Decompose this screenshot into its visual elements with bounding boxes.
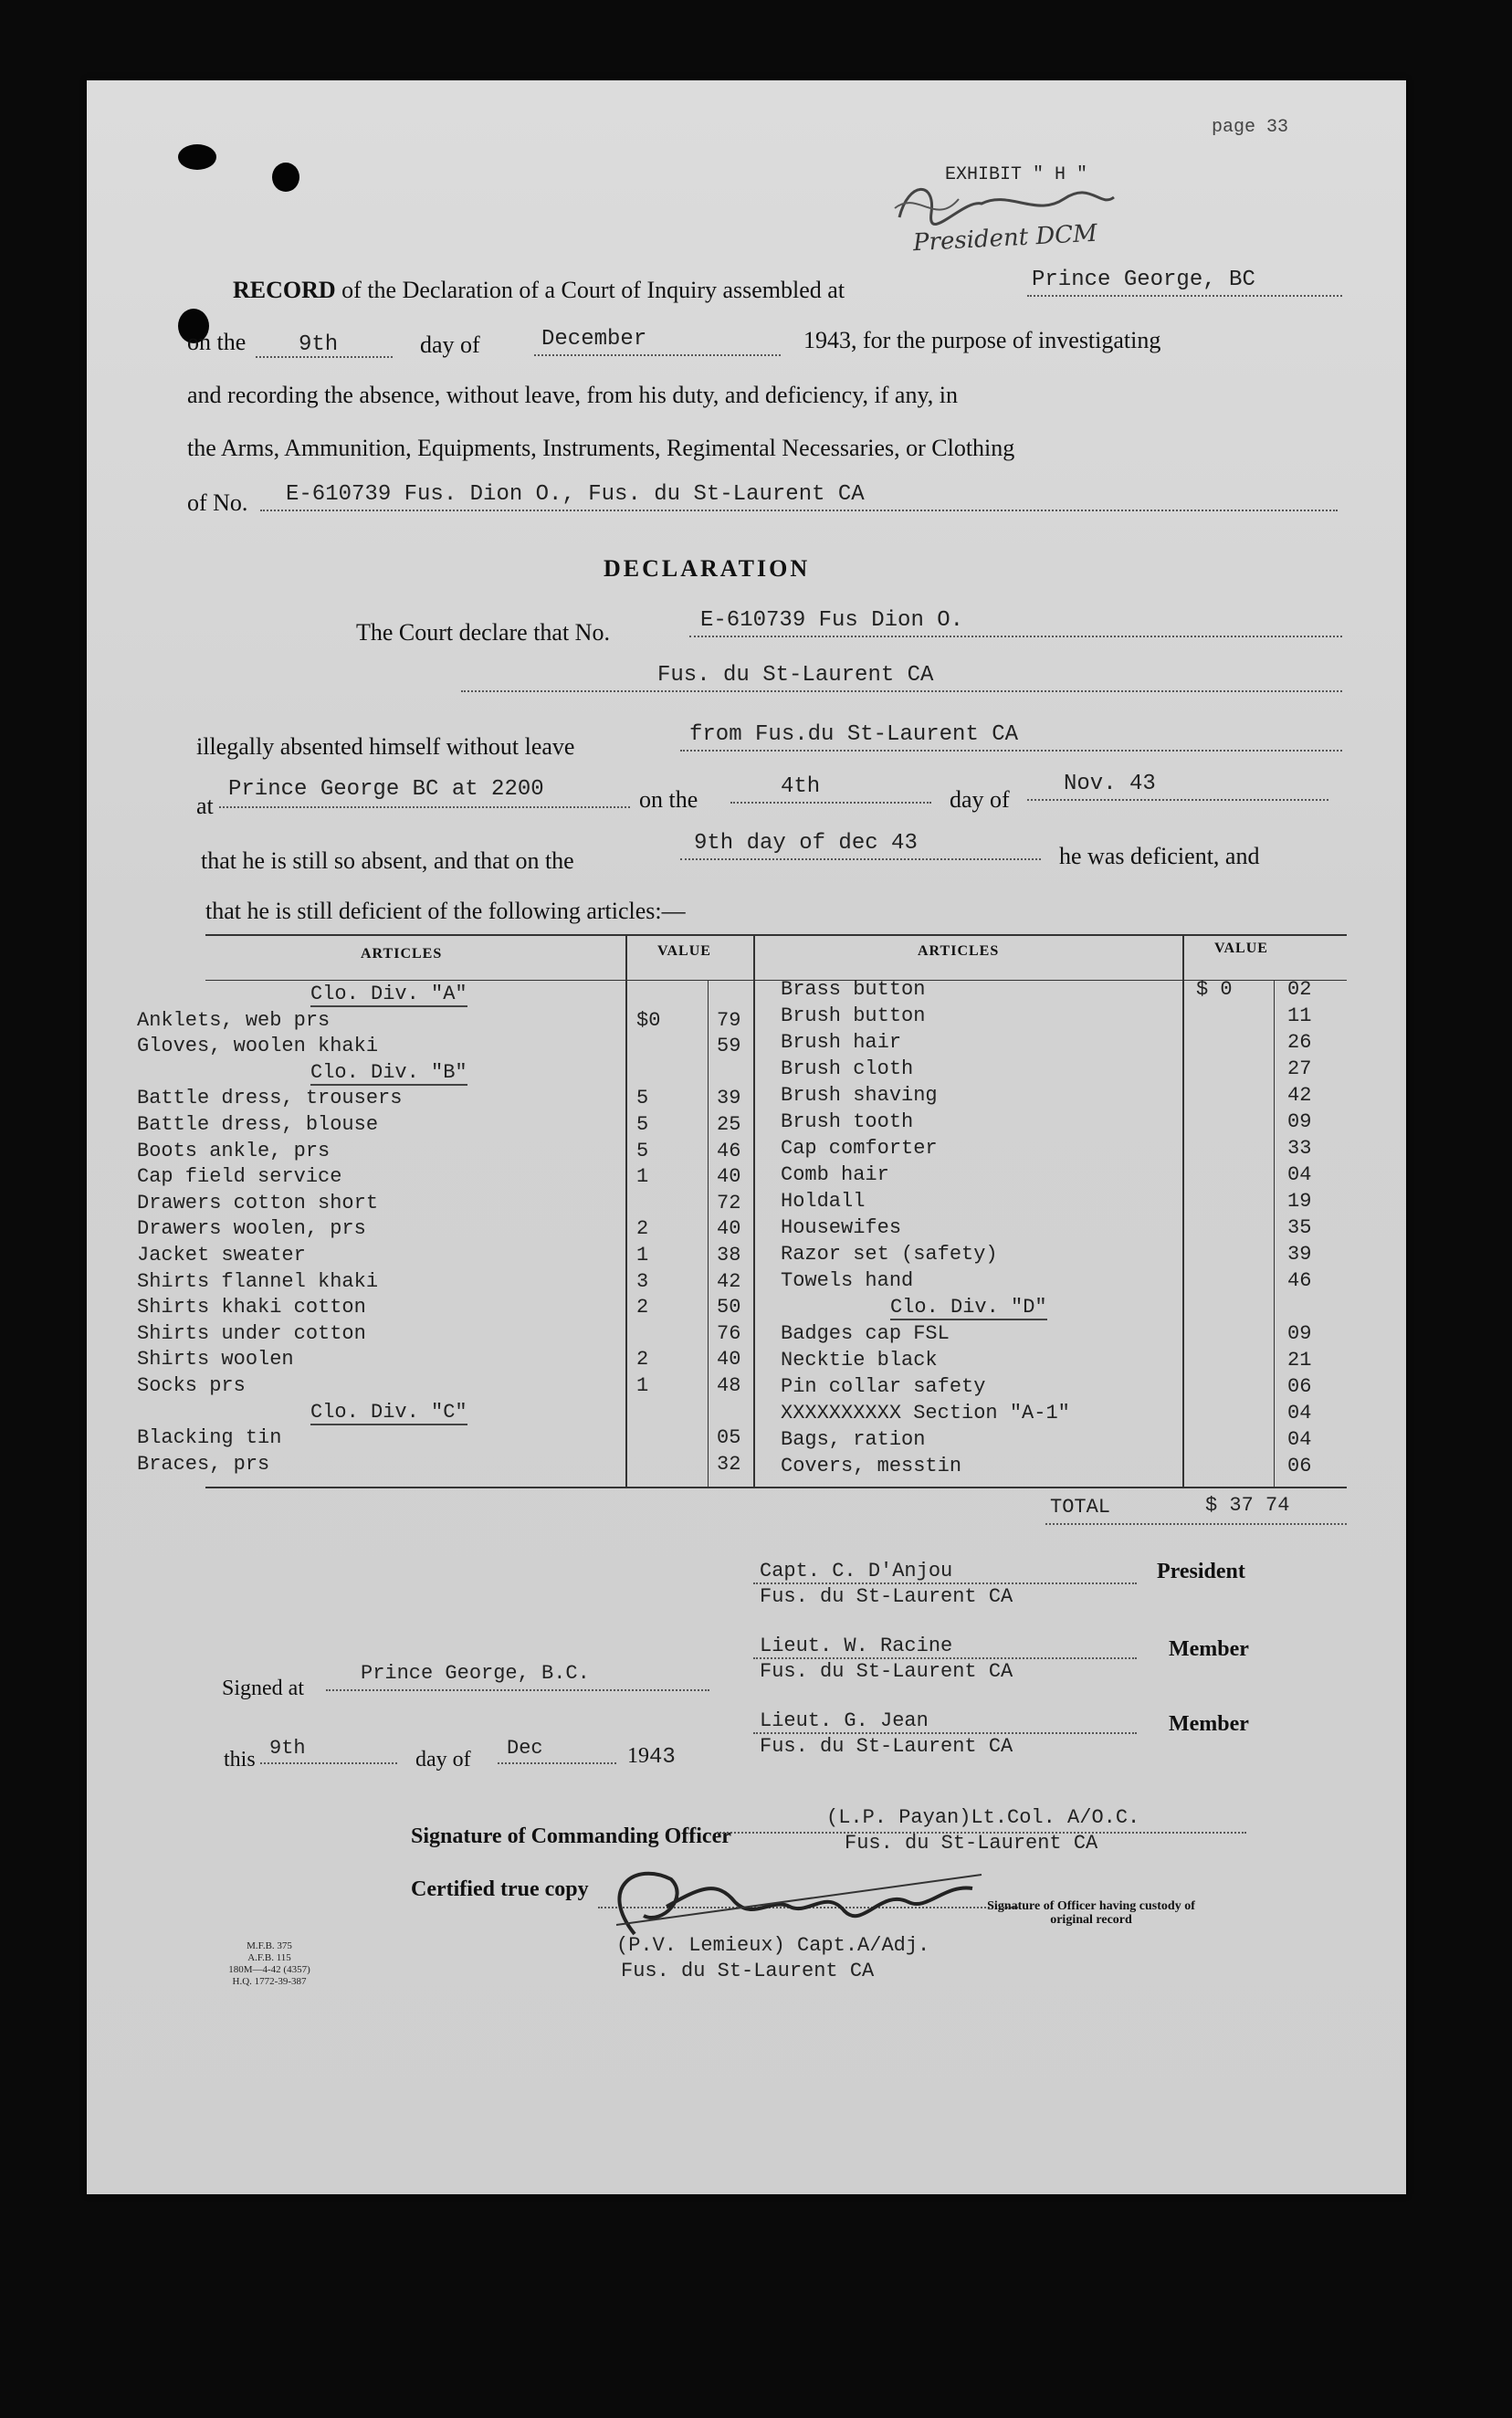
article-cents: 40	[717, 1217, 741, 1241]
article-cents: 27	[1287, 1057, 1312, 1080]
article-name: Necktie black	[781, 1349, 938, 1372]
record-year: 43	[827, 327, 851, 353]
article-dollars: 2	[636, 1348, 649, 1372]
article-cents: 46	[1287, 1269, 1312, 1292]
declaration-no-value: E-610739 Fus Dion O.	[700, 608, 964, 633]
signed-this: this	[224, 1748, 256, 1771]
article-name: Socks prs	[137, 1374, 246, 1397]
left-articles-header: ARTICLES	[361, 946, 443, 962]
article-cents: 19	[1287, 1190, 1312, 1213]
article-name: Comb hair	[781, 1163, 889, 1186]
article-cents: 32	[717, 1452, 741, 1476]
declaration-day-of: day of	[950, 786, 1010, 813]
article-cents: 38	[717, 1244, 741, 1267]
article-cents: 02	[1287, 978, 1312, 1001]
article-name: Housewifes	[781, 1216, 902, 1239]
article-dollars: 5	[636, 1113, 649, 1136]
division-heading: Clo. Div. "D"	[890, 1296, 1047, 1319]
member2-role: Member	[1169, 1712, 1249, 1736]
still-absent: that he is still so absent, and that on the	[201, 847, 574, 874]
custody-label: Signature of Officer having custody of original record	[987, 1899, 1195, 1927]
co-label: Signature of Commanding Officer	[411, 1824, 731, 1848]
ink-blot	[178, 144, 216, 170]
division-heading: Clo. Div. "C"	[310, 1400, 467, 1424]
member2-name: Lieut. G. Jean	[760, 1709, 929, 1732]
article-name: Cap field service	[137, 1165, 342, 1189]
declaration-date-value: 9th day of dec 43	[694, 831, 918, 856]
article-cents: 39	[717, 1087, 741, 1110]
declaration-at: at	[196, 793, 214, 819]
signed-place: Prince George, B.C.	[361, 1662, 590, 1685]
record-month: December	[541, 327, 647, 352]
article-dollars: 1	[636, 1244, 649, 1267]
declaration-unit-value: Fus. du St-Laurent CA	[657, 663, 934, 688]
article-name: Brush button	[781, 1004, 926, 1027]
record-day: 9th	[299, 332, 339, 357]
article-cents: 06	[1287, 1375, 1312, 1398]
article-cents: 04	[1287, 1428, 1312, 1451]
record-soldier: E-610739 Fus. Dion O., Fus. du St-Laurent CA	[286, 482, 865, 507]
article-cents: 21	[1287, 1349, 1312, 1372]
article-name: Brush tooth	[781, 1110, 914, 1133]
article-name: Cap comforter	[781, 1137, 938, 1160]
certified-signature	[580, 1852, 1009, 1952]
article-name: Brush shaving	[781, 1084, 938, 1107]
record-line4: the Arms, Ammunition, Equipments, Instruments, Regimental Necessaries, or Clothing	[187, 435, 1015, 461]
member2-unit: Fus. du St-Laurent CA	[760, 1735, 1013, 1758]
article-dollars: 2	[636, 1296, 649, 1319]
article-cents: 40	[717, 1165, 741, 1189]
record-place: Prince George, BC	[1032, 268, 1255, 292]
page-label: page 33	[1212, 117, 1289, 138]
president-name: Capt. C. D'Anjou	[760, 1560, 953, 1582]
article-name: Jacket sweater	[137, 1244, 306, 1267]
total-value: $ 37 74	[1205, 1494, 1290, 1517]
certified-unit: Fus. du St-Laurent CA	[621, 1960, 875, 1982]
article-cents: 09	[1287, 1322, 1312, 1345]
president-role: President	[1157, 1560, 1245, 1583]
member1-unit: Fus. du St-Laurent CA	[760, 1660, 1013, 1683]
right-articles-header: ARTICLES	[918, 943, 1000, 959]
article-cents: 46	[717, 1139, 741, 1162]
declaration-month-value: Nov. 43	[1064, 772, 1156, 796]
certified-name: (P.V. Lemieux) Capt.A/Adj.	[616, 1934, 930, 1957]
article-dollars: $0	[636, 1008, 661, 1032]
left-value-header: VALUE	[657, 943, 711, 959]
article-name: Badges cap FSL	[781, 1322, 950, 1345]
article-dollars: 5	[636, 1139, 649, 1162]
declaration-at-value: Prince George BC at 2200	[228, 777, 544, 802]
article-name: Covers, messtin	[781, 1455, 962, 1477]
article-dollars: $ 0	[1196, 978, 1233, 1001]
record-prefix: RECORD	[233, 277, 336, 303]
declaration-heading: DECLARATION	[604, 555, 811, 582]
article-cents: 33	[1287, 1137, 1312, 1160]
signed-day: 9th	[269, 1737, 306, 1760]
article-cents: 42	[717, 1269, 741, 1293]
article-cents: 42	[1287, 1084, 1312, 1107]
article-cents: 26	[1287, 1031, 1312, 1054]
form-codes: M.F.B. 375 A.F.B. 115 180M—4-42 (4357) H.Q. 1772-39-387	[228, 1940, 310, 1987]
article-cents: 11	[1287, 1004, 1312, 1027]
article-cents: 04	[1287, 1402, 1312, 1425]
division-heading: Clo. Div. "B"	[310, 1060, 467, 1084]
punch-hole	[272, 163, 299, 192]
article-cents: 06	[1287, 1455, 1312, 1477]
record-year-prefix: 19	[803, 327, 827, 353]
article-name: Holdall	[781, 1190, 866, 1213]
article-cents: 79	[717, 1008, 741, 1032]
member1-role: Member	[1169, 1637, 1249, 1661]
article-cents: 72	[717, 1191, 741, 1214]
member1-name: Lieut. W. Racine	[760, 1635, 953, 1657]
article-cents: 39	[1287, 1243, 1312, 1266]
article-name: Brass button	[781, 978, 926, 1001]
article-cents: 40	[717, 1348, 741, 1372]
still-deficient: that he is still deficient of the following articles:—	[205, 898, 686, 924]
record-line3: and recording the absence, without leave, from his duty, and deficiency, if any, in	[187, 382, 958, 408]
court-declare: The Court declare that No.	[356, 619, 610, 646]
record-day-of: day of	[420, 331, 480, 358]
article-name: Gloves, woolen khaki	[137, 1035, 379, 1058]
article-name: Boots ankle, prs	[137, 1139, 331, 1162]
signed-year: 43	[649, 1745, 676, 1770]
record-line2-end: , for the purpose of investigating	[851, 327, 1161, 353]
article-cents: 05	[717, 1426, 741, 1450]
article-name: Shirts khaki cotton	[137, 1296, 366, 1319]
article-cents: 25	[717, 1113, 741, 1136]
article-name: Drawers cotton short	[137, 1191, 379, 1214]
co-unit: Fus. du St-Laurent CA	[845, 1832, 1098, 1855]
division-heading: Clo. Div. "A"	[310, 983, 467, 1005]
article-name: Shirts under cotton	[137, 1321, 366, 1345]
article-cents: 50	[717, 1296, 741, 1319]
article-dollars: 3	[636, 1269, 649, 1293]
signed-year-prefix: 19	[627, 1744, 649, 1768]
article-name: XXXXXXXXXX Section "A-1"	[781, 1402, 1070, 1425]
was-deficient: he was deficient, and	[1059, 843, 1260, 869]
certified-label: Certified true copy	[411, 1877, 589, 1901]
right-value-header: VALUE	[1214, 941, 1268, 956]
exhibit-scribble	[881, 172, 1118, 236]
article-name: Razor set (safety)	[781, 1243, 998, 1266]
exhibit-label: EXHIBIT " H "	[945, 164, 1088, 185]
declaration-on-the: on the	[639, 786, 698, 813]
article-dollars: 1	[636, 1165, 649, 1189]
article-name: Battle dress, blouse	[137, 1113, 379, 1136]
record-line1: of the Declaration of a Court of Inquiry assembled at	[341, 277, 845, 303]
article-name: Brush cloth	[781, 1057, 914, 1080]
signed-day-of: day of	[415, 1748, 471, 1771]
article-name: Blacking tin	[137, 1426, 282, 1450]
record-on-the: on the	[187, 329, 247, 355]
record-of-no: of No.	[187, 489, 248, 516]
article-cents: 76	[717, 1321, 741, 1345]
article-name: Brush hair	[781, 1031, 902, 1054]
declaration-from-value: from Fus.du St-Laurent CA	[689, 722, 1019, 747]
declaration-on-value: 4th	[781, 774, 821, 799]
article-cents: 04	[1287, 1163, 1312, 1186]
article-dollars: 1	[636, 1374, 649, 1397]
president-unit: Fus. du St-Laurent CA	[760, 1585, 1013, 1608]
article-name: Battle dress, trousers	[137, 1087, 403, 1110]
signed-month: Dec	[507, 1737, 543, 1760]
article-name: Bags, ration	[781, 1428, 926, 1451]
document-page	[87, 80, 1406, 2194]
article-name: Anklets, web prs	[137, 1008, 331, 1032]
article-name: Pin collar safety	[781, 1375, 986, 1398]
article-name: Drawers woolen, prs	[137, 1217, 366, 1241]
article-dollars: 2	[636, 1217, 649, 1241]
article-cents: 35	[1287, 1216, 1312, 1239]
total-label: TOTAL	[1050, 1496, 1111, 1519]
article-name: Shirts flannel khaki	[137, 1269, 379, 1293]
article-name: Towels hand	[781, 1269, 914, 1292]
article-name: Shirts woolen	[137, 1348, 294, 1372]
article-cents: 09	[1287, 1110, 1312, 1133]
co-name: (L.P. Payan)Lt.Col. A/O.C.	[826, 1806, 1140, 1829]
exhibit-signature: President DCM	[912, 219, 1098, 258]
article-cents: 59	[717, 1035, 741, 1058]
article-cents: 48	[717, 1374, 741, 1397]
signed-at-label: Signed at	[222, 1677, 304, 1700]
article-name: Braces, prs	[137, 1452, 270, 1476]
illegally-absented: illegally absented himself without leave	[196, 733, 575, 760]
article-dollars: 5	[636, 1087, 649, 1110]
